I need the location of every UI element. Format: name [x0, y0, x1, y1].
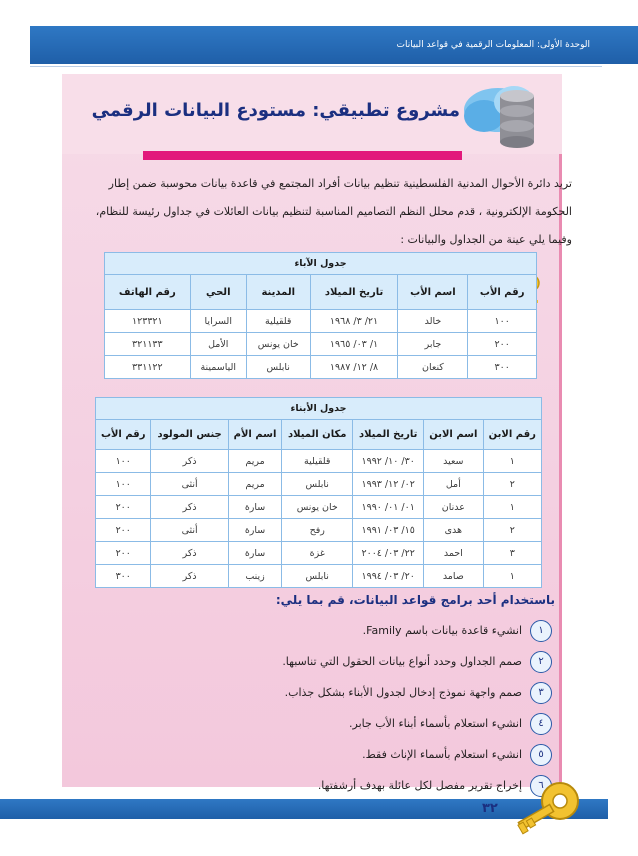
column-header: رقم الهاتف	[105, 275, 191, 310]
table-cell: ١٥/ ٠٣/ ١٩٩١	[353, 519, 424, 542]
task-text: انشيء استعلام بأسماء أبناء الأب جابر.	[349, 717, 522, 730]
table-row	[105, 333, 537, 356]
task-text: صمم الجداول وحدد أنواع بيانات الحقول التي تناسبها.	[282, 655, 522, 668]
table-cell: احمد	[424, 542, 483, 565]
table-cell: قلقيلية	[282, 450, 353, 473]
column-header: الحي	[190, 275, 246, 310]
tasks-list	[122, 615, 552, 801]
table-row	[96, 519, 542, 542]
table-cell: رفح	[282, 519, 353, 542]
column-header: تاريخ الميلاد	[310, 275, 398, 310]
table-row	[105, 356, 537, 379]
table-cell: ١٠٠	[468, 310, 537, 333]
table-cell: خالد	[398, 310, 468, 333]
table-cell: ١	[483, 496, 541, 519]
table-row	[105, 310, 537, 333]
table-cell: سعيد	[424, 450, 483, 473]
step-number-badge: ٦	[530, 775, 552, 797]
title-accent-bar	[143, 151, 462, 160]
table-cell: أمل	[424, 473, 483, 496]
table-cell: ٢٠/ ٠٣/ ١٩٩٤	[353, 565, 424, 588]
table-cell: ٢٠٠	[96, 496, 151, 519]
table-cell: نابلس	[282, 565, 353, 588]
table-cell: ٣٢١١٣٣	[105, 333, 191, 356]
table-cell: نابلس	[282, 473, 353, 496]
page-number: ٣٢	[482, 801, 498, 816]
table-row	[96, 450, 542, 473]
table-cell: ٢	[483, 519, 541, 542]
table-cell: كنعان	[398, 356, 468, 379]
table-cell: ٣٠٠	[96, 565, 151, 588]
table-cell: ٣٣١١٢٢	[105, 356, 191, 379]
unit-title: الوحدة الأولى: المعلومات الرقمية في قواعد البيانات	[396, 40, 590, 50]
table-cell: جابر	[398, 333, 468, 356]
column-header: اسم الابن	[424, 420, 483, 450]
table-cell: ١٠٠	[96, 473, 151, 496]
table-cell: ذكر	[151, 496, 228, 519]
column-header: مكان الميلاد	[282, 420, 353, 450]
page-title: مشروع تطبيقي: مستودع البيانات الرقمي	[91, 100, 460, 121]
table-cell: خان يونس	[246, 333, 310, 356]
table-cell: ذكر	[151, 565, 228, 588]
list-item	[122, 677, 552, 708]
table-cell: أنثى	[151, 519, 228, 542]
table-cell: صامد	[424, 565, 483, 588]
table-cell: ١٠٠	[96, 450, 151, 473]
tasks-title: باستخدام أحد برامج قواعد البيانات، قم بما يلي:	[275, 593, 555, 607]
table-cell: خان يونس	[282, 496, 353, 519]
table-cell: ٣	[483, 542, 541, 565]
header-band	[0, 26, 638, 64]
table-cell: السرايا	[190, 310, 246, 333]
table-cell: مريم	[228, 450, 281, 473]
table-cell: نابلس	[246, 356, 310, 379]
database-cloud-icon	[462, 80, 546, 150]
table-cell: قلقيلية	[246, 310, 310, 333]
table-cell: ٣٠/ ١٠/ ١٩٩٢	[353, 450, 424, 473]
step-number-badge: ٤	[530, 713, 552, 735]
table-cell: عدنان	[424, 496, 483, 519]
step-number-badge: ٣	[530, 682, 552, 704]
list-item	[122, 770, 552, 801]
table-cell: زينب	[228, 565, 281, 588]
table-cell: أنثى	[151, 473, 228, 496]
table-cell: ١/ ٠٣/ ١٩٦٥	[310, 333, 398, 356]
table-cell: ٢	[483, 473, 541, 496]
intro-line: تريد دائرة الأحوال المدنية الفلسطينية تنظيم بيانات أفراد المجتمع في قاعدة بيانات محوسبة ضمن إطار	[108, 177, 572, 190]
table-cell: ٢٠٠	[96, 519, 151, 542]
task-text: انشيء قاعدة بيانات باسم Family.	[362, 624, 522, 637]
key-icon	[508, 779, 584, 845]
table-cell: مريم	[228, 473, 281, 496]
column-header: تاريخ الميلاد	[353, 420, 424, 450]
table-cell: ٣٠٠	[468, 356, 537, 379]
task-text: إخراج تقرير مفصل لكل عائلة بهدف أرشفتها.	[317, 779, 522, 792]
intro-line: الحكومة الإلكترونية ، قدم محلل النظم التصاميم المناسبة لتنظيم بيانات العائلات في جداول رئيسة للنظام،	[95, 205, 572, 218]
table-cell: ذكر	[151, 542, 228, 565]
header-divider	[30, 66, 602, 67]
column-header: رقم الأب	[96, 420, 151, 450]
table-cell: ٨/ ١٢/ ١٩٨٧	[310, 356, 398, 379]
column-header: المدينة	[246, 275, 310, 310]
column-header: اسم الأب	[398, 275, 468, 310]
step-number-badge: ٥	[530, 744, 552, 766]
table-cell: ٢٠٠	[468, 333, 537, 356]
column-header: رقم الابن	[483, 420, 541, 450]
task-text: انشيء استعلام بأسماء الإناث فقط.	[362, 748, 522, 761]
table-cell: ١	[483, 450, 541, 473]
column-header: اسم الأم	[228, 420, 281, 450]
table-cell: ١٢٣٣٢١	[105, 310, 191, 333]
table-cell: سارة	[228, 542, 281, 565]
table-cell: ٠٢/ ١٢/ ١٩٩٣	[353, 473, 424, 496]
table-row	[96, 496, 542, 519]
column-header: جنس المولود	[151, 420, 228, 450]
parents-table	[104, 252, 537, 379]
list-item	[122, 708, 552, 739]
children-table	[95, 397, 542, 588]
table-cell: سارة	[228, 519, 281, 542]
table-cell: غزة	[282, 542, 353, 565]
table-row	[96, 565, 542, 588]
step-number-badge: ٢	[530, 651, 552, 673]
task-text: صمم واجهة نموذج إدخال لجدول الأبناء بشكل جذاب.	[284, 686, 522, 699]
parents-table-caption: جدول الآباء	[105, 253, 537, 275]
table-cell: ٠١/ ٠١/ ١٩٩٠	[353, 496, 424, 519]
column-header: رقم الأب	[468, 275, 537, 310]
intro-line: وفيما يلي عينة من الجداول والبيانات :	[400, 233, 572, 246]
table-cell: هدى	[424, 519, 483, 542]
table-cell: ١	[483, 565, 541, 588]
list-item	[122, 646, 552, 677]
table-cell: سارة	[228, 496, 281, 519]
table-cell: ذكر	[151, 450, 228, 473]
list-item	[122, 615, 552, 646]
children-table-caption: جدول الأبناء	[96, 398, 542, 420]
table-row	[96, 473, 542, 496]
table-row	[96, 542, 542, 565]
table-cell: ٢٢/ ٠٣/ ٢٠٠٤	[353, 542, 424, 565]
intro-paragraph	[72, 170, 572, 254]
table-cell: الأمل	[190, 333, 246, 356]
table-cell: ٢٠٠	[96, 542, 151, 565]
step-number-badge: ١	[530, 620, 552, 642]
table-cell: الياسمينة	[190, 356, 246, 379]
list-item	[122, 739, 552, 770]
table-cell: ٢١/ ٣/ ١٩٦٨	[310, 310, 398, 333]
